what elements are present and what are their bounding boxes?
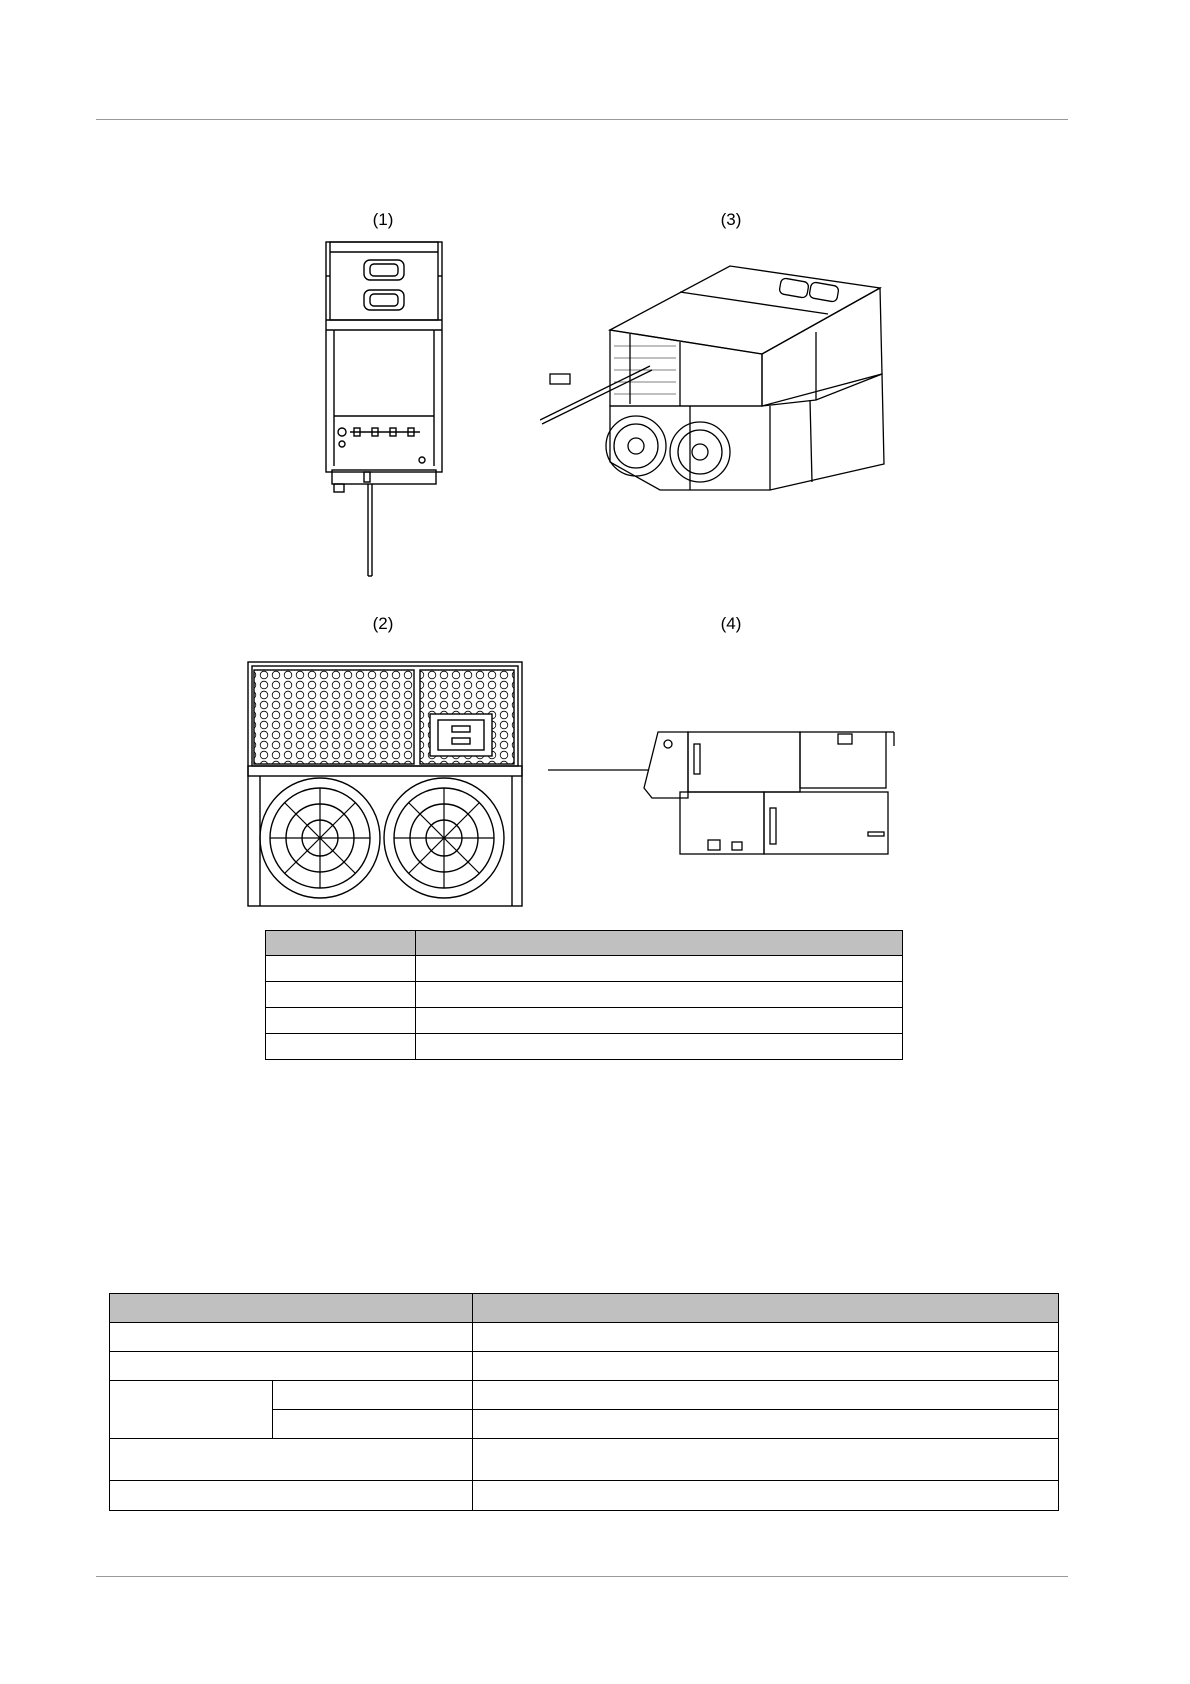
spec-table-header-2: [473, 1294, 1059, 1323]
table-row: [110, 1481, 1059, 1511]
table-row: [110, 1439, 1059, 1481]
table-cell: [416, 1034, 903, 1060]
figure-label-1: (1): [372, 210, 394, 229]
table-row: [266, 956, 903, 982]
table-cell: [473, 1323, 1059, 1352]
module-front-view-drawing: [246, 660, 526, 908]
components-table-header-2: [416, 931, 903, 956]
figure-label-2: (2): [372, 614, 394, 633]
table-cell: [473, 1381, 1059, 1410]
table-cell: [110, 1481, 473, 1511]
table-cell: [266, 1034, 416, 1060]
table-cell: [110, 1323, 473, 1352]
table-cell: [473, 1410, 1059, 1439]
table-cell: [110, 1352, 473, 1381]
table-cell: [473, 1352, 1059, 1381]
header-rule: [96, 119, 1068, 120]
table-cell: [416, 982, 903, 1008]
figure-label-3: (3): [720, 210, 742, 229]
footer-rule: [96, 1576, 1068, 1577]
table-row: [266, 1008, 903, 1034]
table-row: [110, 1381, 1059, 1410]
module-isometric-drawing: [540, 236, 900, 498]
table-row: [266, 1034, 903, 1060]
table-cell: [266, 982, 416, 1008]
spec-table-header-1: [110, 1294, 473, 1323]
table-cell: [473, 1439, 1059, 1481]
table-cell: [110, 1439, 473, 1481]
module-side-view-drawing: [548, 728, 920, 858]
table-cell: [110, 1381, 273, 1439]
table-cell: [266, 956, 416, 982]
figure-label-4: (4): [720, 614, 742, 633]
table-cell: [416, 1008, 903, 1034]
table-cell: [266, 1008, 416, 1034]
table-cell: [416, 956, 903, 982]
table-row: [110, 1352, 1059, 1381]
table-cell: [273, 1410, 473, 1439]
table-row: [266, 982, 903, 1008]
components-table: [265, 930, 903, 1060]
specifications-table: [109, 1293, 1059, 1511]
components-table-header-1: [266, 931, 416, 956]
table-row: [110, 1323, 1059, 1352]
module-top-view-drawing: [320, 238, 450, 590]
table-cell: [473, 1481, 1059, 1511]
table-cell: [273, 1381, 473, 1410]
